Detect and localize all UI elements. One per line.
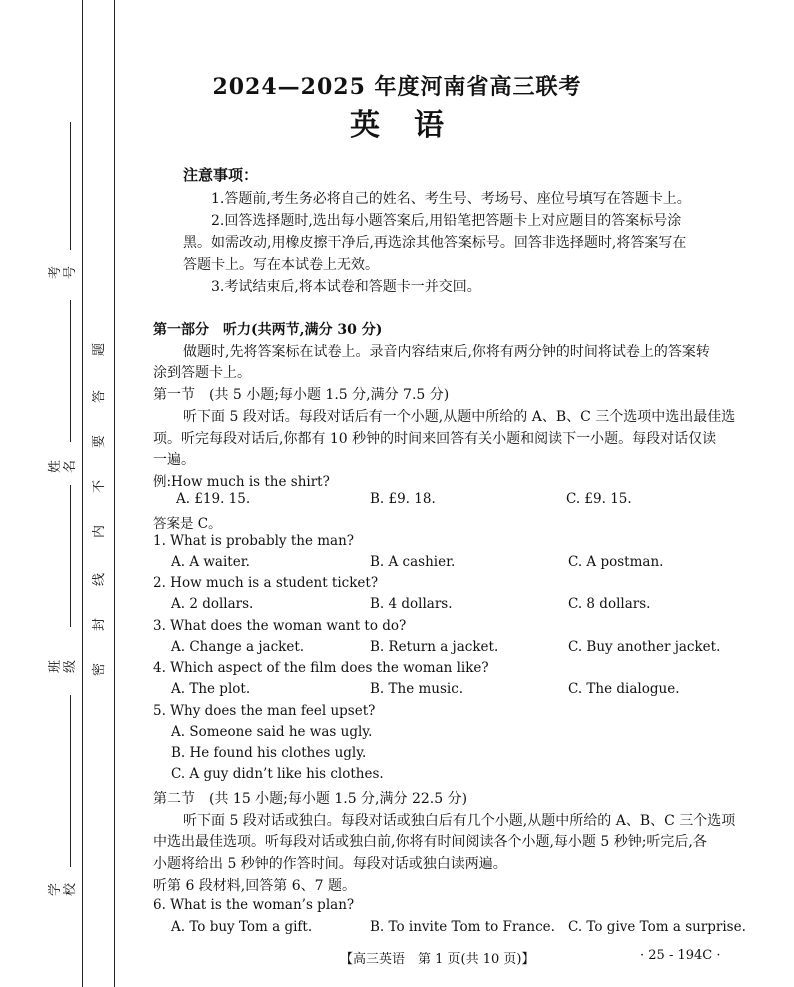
option-b: B. A cashier. — [370, 554, 456, 570]
option-c: C. Buy another jacket. — [568, 639, 721, 655]
example-answer: 答案是 C。 — [153, 516, 222, 532]
question: 5. Why does the man feel upset? — [153, 703, 376, 719]
seal-char: 不 — [92, 479, 108, 494]
option-a: A. Someone said he was ugly. — [171, 724, 373, 740]
section1-intro: 项。听完每段对话后,你都有 10 秒钟的时间来回答有关小题和阅读下一小题。每段对话仅读 — [153, 431, 717, 447]
option-b: B. Return a jacket. — [370, 639, 499, 655]
section2-intro: 听下面 5 段对话或独白。每段对话或独白后有几个小题,从题中所给的 A、B、C 三个选项 — [183, 813, 736, 829]
option-c: C. 8 dollars. — [568, 596, 651, 612]
option-a: A. The plot. — [171, 681, 251, 697]
notice-item: 1.答题前,考生务必将自己的姓名、考生号、考场号、座位号填写在答题卡上。 — [211, 191, 691, 207]
exam-number-label: 考号 — [48, 265, 78, 279]
example-option-a: A. £19. 15. — [176, 491, 251, 507]
paper-code: · 25 - 194C · — [640, 948, 721, 963]
option-a: A. A waiter. — [171, 554, 250, 570]
seal-char: 密 — [92, 662, 108, 677]
option-c: C. A guy didn’t like his clothes. — [171, 766, 384, 782]
seal-char: 要 — [92, 434, 108, 449]
option-b: B. 4 dollars. — [370, 596, 453, 612]
class-label: 班级 — [48, 659, 78, 673]
material-instruction: 听第 6 段材料,回答第 6、7 题。 — [153, 878, 356, 894]
section2-intro: 小题将给出 5 秒钟的作答时间。每段对话或独白读两遍。 — [153, 856, 507, 872]
option-a: A. To buy Tom a gift. — [171, 919, 313, 935]
binding-line-outer — [82, 0, 83, 987]
seal-char: 线 — [92, 572, 108, 587]
part1-heading: 第一部分 听力(共两节,满分 30 分) — [153, 322, 383, 338]
option-c: C. A postman. — [568, 554, 664, 570]
notice-item: 2.回答选择题时,选出每小题答案后,用铅笔把答题卡上对应题目的答案标号涂 — [211, 213, 682, 229]
seal-char: 封 — [92, 617, 108, 632]
section1-intro: 听下面 5 段对话。每段对话后有一个小题,从题中所给的 A、B、C 三个选项中选出最佳选 — [183, 409, 736, 425]
example-option-c: C. £9. 15. — [566, 491, 632, 507]
binding-line-inner — [114, 0, 115, 987]
notice-item: 3.考试结束后,将本试卷和答题卡一并交回。 — [211, 279, 481, 295]
question: 2. How much is a student ticket? — [153, 575, 379, 591]
option-a: A. Change a jacket. — [171, 639, 305, 655]
section1-intro: 一遍。 — [153, 452, 195, 468]
section2-heading: 第二节 (共 15 小题;每小题 1.5 分,满分 22.5 分) — [153, 791, 468, 807]
class-field[interactable] — [70, 485, 71, 627]
part1-intro: 涂到答题卡上。 — [153, 365, 251, 381]
school-label: 学校 — [48, 882, 78, 896]
name-field[interactable] — [70, 300, 71, 442]
option-b: B. To invite Tom to France. — [370, 919, 555, 935]
question: 1. What is probably the man? — [153, 533, 355, 549]
question: 3. What does the woman want to do? — [153, 618, 407, 634]
option-c: C. To give Tom a surprise. — [568, 919, 746, 935]
option-b: B. The music. — [370, 681, 464, 697]
question: 6. What is the woman’s plan? — [153, 897, 355, 913]
seal-char: 答 — [92, 389, 108, 404]
exam-title: 2024—2025 年度河南省高三联考 — [212, 74, 582, 100]
notice-heading: 注意事项： — [183, 166, 259, 184]
part1-intro: 做题时,先将答案标在试卷上。录音内容结束后,你将有两分钟的时间将试卷上的答案转 — [183, 344, 710, 360]
section2-intro: 中选出最佳选项。听每段对话或独白前,你将有时间阅读各个小题,每小题 5 秒钟;听完后,各 — [153, 834, 707, 850]
seal-char: 题 — [92, 342, 108, 357]
section1-heading: 第一节 (共 5 小题;每小题 1.5 分,满分 7.5 分) — [153, 387, 450, 403]
option-a: A. 2 dollars. — [171, 596, 254, 612]
question: 4. Which aspect of the film does the woman like? — [153, 660, 489, 676]
option-b: B. He found his clothes ugly. — [171, 745, 367, 761]
example-question: 例:How much is the shirt? — [153, 474, 330, 490]
seal-char: 内 — [92, 524, 108, 539]
notice-item: 答题卡上。写在本试卷上无效。 — [183, 257, 379, 273]
name-label: 姓名 — [48, 459, 78, 473]
school-field[interactable] — [70, 695, 71, 867]
subject-title: 英语 — [350, 108, 478, 143]
notice-item: 黑。如需改动,用橡皮擦干净后,再选涂其他答案标号。回答非选择题时,将答案写在 — [183, 235, 687, 251]
example-option-b: B. £9. 18. — [370, 491, 436, 507]
option-c: C. The dialogue. — [568, 681, 680, 697]
page-footer: 【高三英语 第 1 页(共 10 页)】 — [340, 952, 535, 967]
